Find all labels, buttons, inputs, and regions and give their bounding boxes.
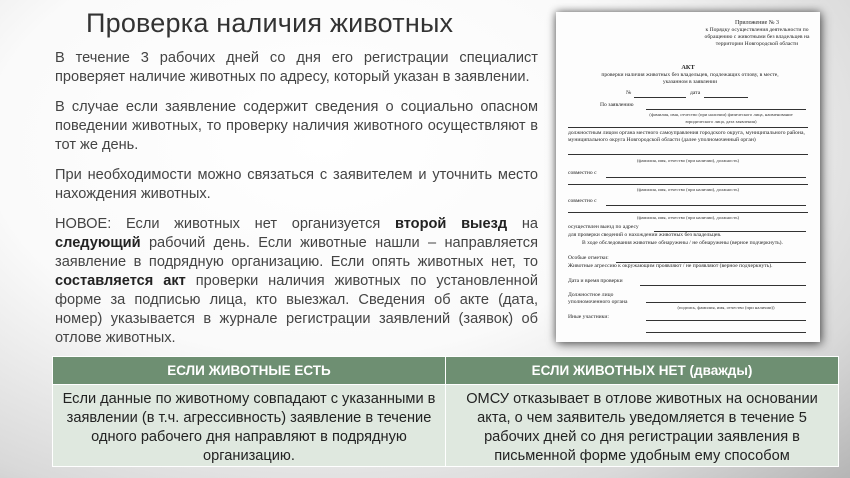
table-cell-animals-present: Если данные по животному совпадают с указанными в заявлении (в т.ч. агрессивность) заявление в течение одного рабочего дня направляют в подрядную организацию. bbox=[53, 385, 446, 467]
document-jointly-1: совместно с bbox=[568, 170, 597, 176]
slide-body bbox=[55, 49, 538, 359]
document-visit: осуществлен выезд по адресу bbox=[568, 224, 639, 230]
slide-title: Проверка наличия животных bbox=[86, 8, 454, 38]
paragraph-4-bold-3: составляется акт bbox=[55, 273, 186, 289]
paragraph-4 bbox=[55, 215, 538, 348]
document-appendix: Приложение № 3 bbox=[735, 20, 779, 26]
document-participants: Иные участники: bbox=[568, 314, 609, 320]
paragraph-4-text-1: НОВОЕ: Если животных нет организуется bbox=[55, 216, 395, 232]
document-applicant-caption: (фамилия, имя, отчество (при наличии) физического лица, наименование юридического лица, дата заявления) bbox=[649, 112, 793, 124]
table-cell-animals-absent: ОМСУ отказывает в отлове животных на основании акта, о чем заявитель уведомляется в течение 5 рабочих дней со дня регистрации заявления в письменной форме удобным ему способом bbox=[446, 385, 839, 467]
paragraph-3: При необходимости можно связаться с заявителем и уточнить место нахождения животных. bbox=[55, 167, 538, 202]
table-header-animals-present: ЕСЛИ ЖИВОТНЫЕ ЕСТЬ bbox=[53, 357, 446, 385]
comparison-table bbox=[52, 356, 839, 467]
paragraph-4-text-3: рабочий день. Если животные нашли – направляется заявление в подрядную организацию. Если опять животных нет, то bbox=[55, 235, 538, 270]
table-header-row bbox=[53, 357, 839, 385]
document-sign-caption: (подпись, фамилия, имя, отчество (при наличии)) bbox=[677, 305, 775, 310]
paragraph-4-text-2: на bbox=[507, 216, 539, 232]
paragraph-1: В течение 3 рабочих дней со дня его регистрации специалист проверяет наличие животных по адресу, который указан в заявлении. bbox=[55, 50, 538, 85]
document-jointly-caption-1: (фамилия, имя, отчество (при наличии), должность) bbox=[637, 187, 739, 192]
document-official-sign: Должностное лицо уполномоченного органа bbox=[568, 292, 628, 305]
document-datetime: Дата и время проверки bbox=[568, 278, 623, 284]
document-jointly-caption-2: (фамилия, имя, отчество (при наличии), должность) bbox=[637, 215, 739, 220]
table-row bbox=[53, 385, 839, 467]
document-official: должностным лицом органа местного самоуправления городского округа, муниципального района, муниципального округа Новгородской области (далее уполномоченный орган) bbox=[568, 130, 805, 143]
document-official-caption: (фамилия, имя, отчество (при наличии), должность) bbox=[637, 158, 739, 163]
document-features: Особые отметки: bbox=[568, 255, 609, 261]
document-result: В ходе обследования животные обнаружены / не обнаружены (верное подчеркнуть). bbox=[582, 240, 783, 246]
paragraph-4-bold-2: следующий bbox=[55, 235, 141, 251]
document-aggression: Животные агрессию к окружающим проявляют / не проявляют (верное подчеркнуть). bbox=[568, 263, 773, 269]
document-header bbox=[701, 20, 813, 48]
document-jointly-2: совместно с bbox=[568, 198, 597, 204]
document-purpose: для проверки сведений о нахождении животных без владельцев. bbox=[568, 232, 722, 238]
paragraph-4-bold-1: второй выезд bbox=[394, 216, 508, 232]
act-document-image bbox=[556, 12, 820, 342]
paragraph-2: В случае если заявление содержит сведения о социально опасном поведении животных, то проверку наличия животного осуществляют в тот же день. bbox=[55, 99, 538, 153]
paragraph-4-text-4: проверки наличия животных по установленной форме за подписью лица, кто выезжал. Сведения об акте (дата, номер) указывается в журнале регистрации заявлений (заявок) об отлове животных. bbox=[55, 273, 538, 346]
document-date: дата bbox=[690, 90, 701, 96]
document-akt-title: АКТ bbox=[681, 64, 695, 71]
table-header-animals-absent: ЕСЛИ ЖИВОТНЫХ НЕТ (дважды) bbox=[446, 357, 839, 385]
document-applicant: По заявлению bbox=[600, 102, 634, 108]
document-number: № bbox=[626, 90, 632, 96]
document-appendix-text: к Порядку осуществления деятельности по обращению с животными без владельцев на территории Новгородской области bbox=[704, 27, 810, 47]
document-akt-subtitle: проверки наличия животных без владельцев, подлежащих отлову, в месте, указанном в заявлении bbox=[601, 72, 779, 85]
